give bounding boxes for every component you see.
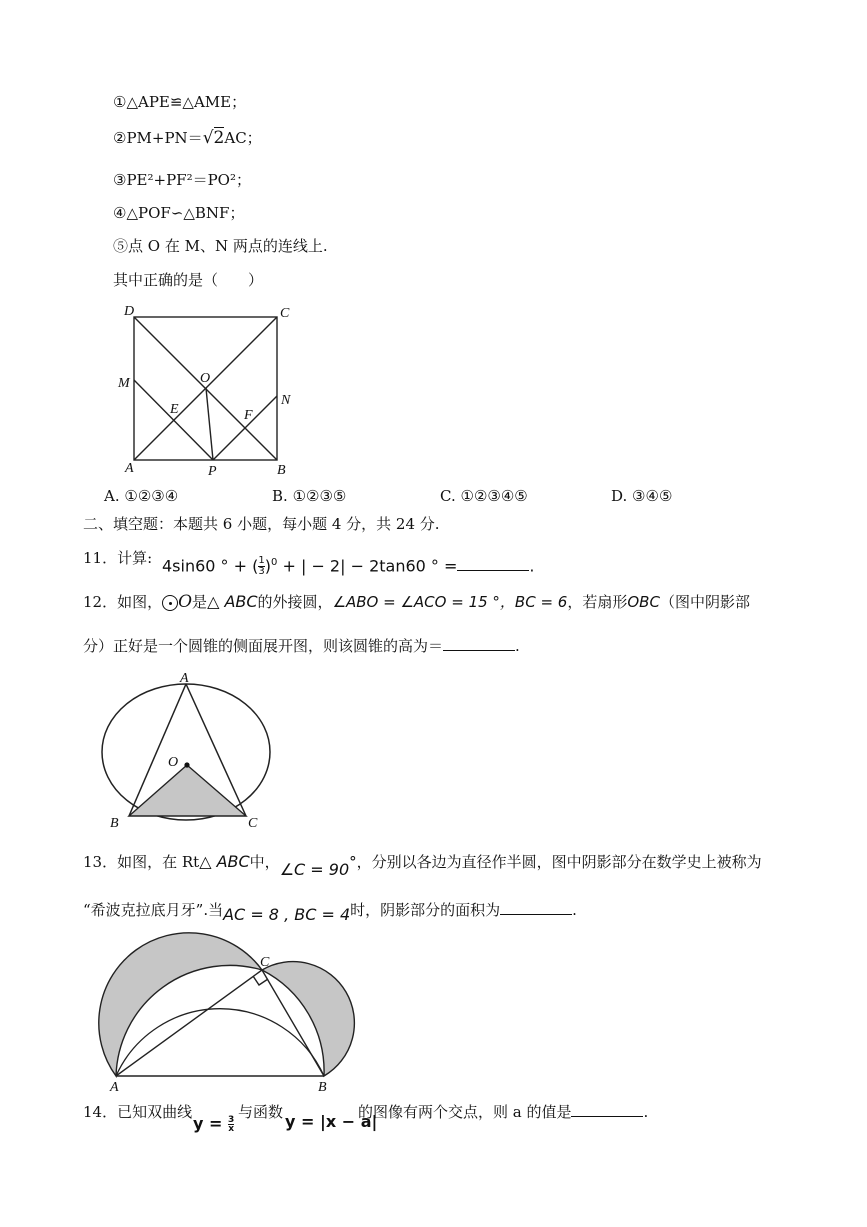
- statement-2-part-b: AC；: [224, 129, 262, 147]
- option-d[interactable]: D. ③④⑤: [611, 487, 673, 505]
- q13-answer-blank[interactable]: [500, 900, 572, 915]
- q11-expression: 4sin60 ° + ( $\frac{1}{3}$ )$^0$ + | − 2| − 2tan60 ° = .: [162, 555, 535, 578]
- statement-5: ⑤点 O 在 M、N 两点的连线上.: [113, 237, 328, 255]
- question-12-line-2: 分）正好是一个圆锥的侧面展开图，则该圆锥的高为＝ .: [83, 637, 520, 655]
- label-C: C: [248, 816, 258, 831]
- q14-text-c: 的图像有两个交点，则 a 的值是 .: [358, 1103, 649, 1121]
- statement-2: [113, 128, 262, 148]
- statement-4: ④△POF∽△BNF；: [113, 204, 245, 222]
- label-A: A: [125, 461, 134, 476]
- q10-prompt: 其中正确的是（ ）: [113, 271, 264, 289]
- label-B: B: [277, 463, 286, 478]
- section-2-heading: 二、填空题：本题共 6 小题，每小题 4 分，共 24 分.: [83, 515, 440, 533]
- figure-circle: [100, 670, 280, 835]
- statement-2-part-a: ②PM+PN＝: [113, 129, 203, 147]
- q14-hyperbola: y = $\frac{3}{x}$: [193, 1114, 235, 1134]
- q12-answer-blank[interactable]: [443, 636, 515, 651]
- option-b[interactable]: B. ①②③⑤: [272, 487, 347, 505]
- option-a[interactable]: A. ①②③④: [104, 487, 179, 505]
- circle-o-symbol: [162, 595, 178, 611]
- question-13-line-2: “希波克拉底月牙”.当AC = 8 , BC = 4时，阴影部分的面积为 .: [83, 901, 577, 924]
- figure-square: [110, 300, 310, 480]
- label-O: O: [200, 371, 211, 386]
- statement-3: ③PE²+PF²＝PO²；: [113, 171, 251, 189]
- question-14: 14．已知双曲线: [83, 1103, 193, 1121]
- question-11: [83, 548, 152, 568]
- label-F: F: [244, 408, 253, 423]
- question-13-line-1: 13．如图，在 Rt△ ABC中，∠C = 90°，分别以各边为直径作半圆，图中阴影部分在数学史上被称为: [83, 852, 762, 879]
- label-N: N: [281, 393, 291, 408]
- q14-function: y = |x − a|: [285, 1112, 378, 1131]
- label-C: C: [280, 306, 290, 321]
- question-12-line-1: 12．如图， O是△ ABC的外接圆，∠ABO = ∠ACO = 15 °，BC = 6，若扇形OBC（图中阴影部: [83, 592, 750, 612]
- sqrt-2: √2: [202, 128, 225, 148]
- q14-text-b: 与函数: [238, 1103, 284, 1121]
- label-P: P: [208, 464, 217, 479]
- figure-lunes: [100, 940, 370, 1095]
- label-A: A: [110, 1080, 119, 1095]
- label-C: C: [260, 955, 270, 970]
- label-B: B: [318, 1080, 327, 1095]
- q11-answer-blank[interactable]: [457, 556, 529, 571]
- q11-label: 计算:: [117, 549, 153, 567]
- label-A: A: [180, 671, 189, 686]
- option-c[interactable]: C. ①②③④⑤: [440, 487, 528, 505]
- q11-number: 11．: [83, 549, 118, 567]
- q14-answer-blank[interactable]: [571, 1102, 643, 1117]
- label-B: B: [110, 816, 119, 831]
- label-O: O: [168, 755, 179, 770]
- label-D: D: [124, 304, 135, 319]
- label-E: E: [170, 402, 179, 417]
- statement-1: ①△APE≌△AME；: [113, 93, 247, 111]
- label-M: M: [118, 376, 130, 391]
